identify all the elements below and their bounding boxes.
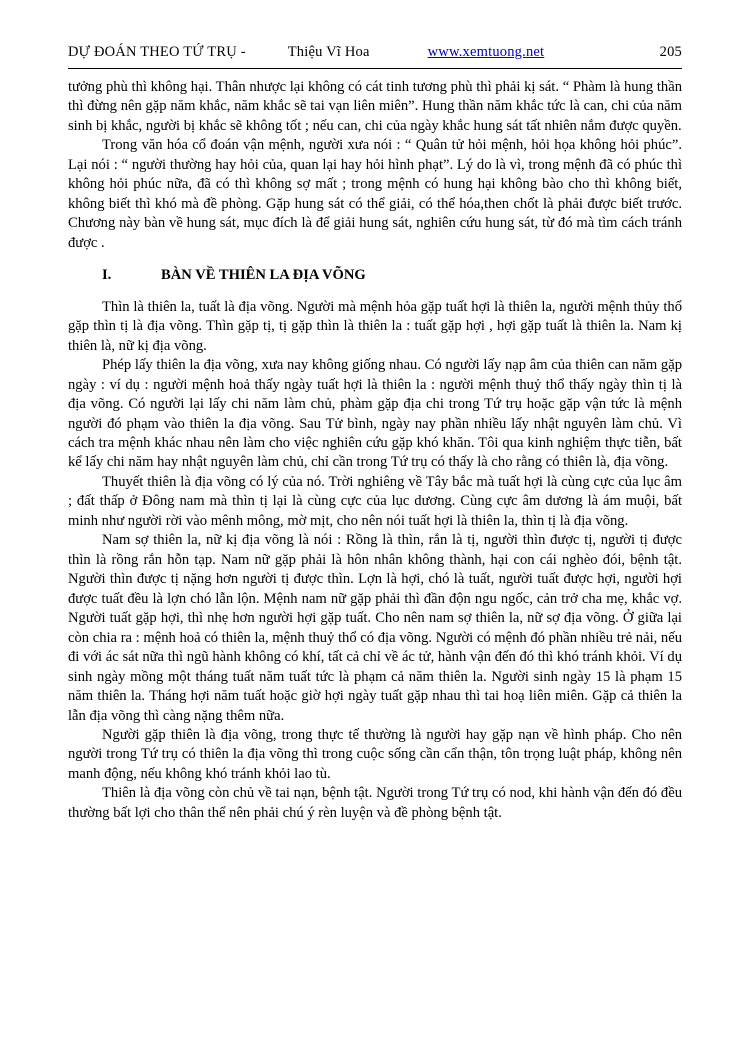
paragraph: Trong văn hóa cổ đoán vận mệnh, người xưa nói : “ Quân tử hỏi mệnh, hỏi họa không hỏi phúc”. Lại nói : “ người thường hay hỏi của, quan lại hay hỏi hình phạt”. Lý do là vì, trong mệnh đã có phúc thì không hỏi phúc nữa, đã có thì không sợ mất ; trong mệnh có hung hại không bào cho thì không biết, không biết thì khó mà đề phòng. Gặp hung sát có thể giải, có thể hóa,then chốt là phải được biết trước. Chương này bàn về hung sát, mục đích là để giải hung sát, nghiên cứu hung sát, từ đó mà tìm cách tránh được . xyxy=(68,137,682,251)
section-heading xyxy=(68,266,682,285)
header-author: Thiệu Vĩ Hoa xyxy=(287,44,370,60)
section-number: I. xyxy=(102,267,112,284)
header-title: DỰ ĐOÁN THEO TỨ TRỤ - xyxy=(68,44,246,60)
page-body xyxy=(68,78,682,823)
paragraph: Thuyết thiên là địa võng có lý của nó. Trời nghiêng về Tây bắc mà tuất hợi là cùng cực của lục âm ; đất thấp ở Đông nam mà thìn tị lại là cùng cực của lục dương. Cùng cực âm dương là ám muội, bất minh như người rời vào mênh mông, mờ mịt, cho nên nói tuất hợi là thiên la, thìn tị là địa võng. xyxy=(68,473,682,529)
paragraph: Nam sợ thiên la, nữ kị địa võng là nói : Rồng là thìn, rắn là tị, người thìn được tị, người tị được thìn là rồng rắn hỗn tạp. Nam nữ gặp phải là hôn nhân không thành, hại con cái nghèo đói, bệnh tật. Người thìn được tị nặng hơn người tị được thìn. Lợn là hợi, chó là tuất, người tuất được hợi, người hợi được tuất đều là lợn chó lẫn lộn. Mệnh nam nữ gặp phải thì đần độn ngu ngốc, cản trở cha mẹ, khắc vợ. Người tuất gặp hợi, thì nhẹ hơn người hợi gặp tuất. Cho nên nam sợ thiên la, nữ sợ địa võng. Ở giữa lại còn chia ra : mệnh hoả có thiên la, mệnh thuỷ thổ có địa võng. Người có mệnh đó phần nhiều trẻ nải, nếu đi với ác sát nữa thì ngũ hành không có khí, tất cả chỉ về ác tử, hành vận đến đó thì khó tránh khỏi. Ví dụ sinh ngày mồng một tháng tuất năm tuất tức là phạm cả năm thiên la. Người sinh ngày 15 là phạm 15 năm thiên la. Tháng hợi năm tuất hoặc giờ hợi ngày tuất gặp nhau thì tai hoạ liên miên. Gặp cả thiên la lẫn địa võng thì càng nặng thêm nữa. xyxy=(68,532,682,724)
section-title: BÀN VỀ THIÊN LA ĐỊA VÕNG xyxy=(161,267,366,284)
header-url-link[interactable]: www.xemtuong.net xyxy=(427,44,545,60)
paragraph: Thiên là địa võng còn chủ về tai nạn, bệnh tật. Người trong Tứ trụ có nod, khi hành vận đến đó đều thường bất lợi cho thân thể nên phải chú ý rèn luyện và đề phòng bệnh tật. xyxy=(68,785,682,821)
paragraph: Thìn là thiên la, tuất là địa võng. Người mà mệnh hỏa gặp tuất hợi là thiên la, người mệnh thủy thổ gặp thìn tị là địa võng. Thìn gặp tị, tị gặp thìn là thiên la : tuất gặp hợi , hợi gặp tuất là thiên la. Nam kị thiên là, nữ kị địa võng. xyxy=(68,298,682,354)
paragraph: Người gặp thiên là địa võng, trong thực tế thường là người hay gặp nạn về hình pháp. Cho nên người trong Tứ trụ có thiên la địa võng thì trong cuộc sống cần cẩn thận, tôn trọng luật pháp, không nên manh động, nếu không khó tránh khỏi lao tù. xyxy=(68,727,682,782)
page-header xyxy=(68,44,682,68)
page-number: 205 xyxy=(659,44,682,60)
paragraph: Phép lấy thiên la địa võng, xưa nay không giống nhau. Có người lấy nạp âm của thiên can năm gặp ngày : ví dụ : người mệnh hoả thấy ngày tuất hợi là thiên la : người mệnh thuỷ thổ thấy ngày thìn tị là địa võng. Có người lại lấy chi năm làm chủ, phàm gặp địa chi trong Tứ trụ hoặc gặp vận tức là mệnh người đó phạm vào thiên la địa võng. Sau Tử bình, ngày nay phần nhiều lấy nhật nguyên làm chủ. Vì cách tra mệnh khác nhau nên làm cho việc nghiên cứu gặp khó khăn. Tôi qua kinh nghiệm thực tiễn, bất kể lấy chi năm hay nhật nguyên làm chủ, chỉ cần trong Tứ trụ có thấy là cho rằng có thiên là, địa võng. xyxy=(68,357,682,471)
paragraph: tưởng phù thì không hại. Thân nhược lại không có cát tinh tương phù thì phải kị sát. “ Phàm là hung thần thì đừng nên gặp năm khắc, năm khắc sẽ tai vạn liên miên”. Hung thần năm khắc tức là can, chi của năm sinh bị khắc, người bị khắc sẽ không tốt ; nếu can, chi của ngày khắc hung sát tất nhiên nắm được quyền. xyxy=(68,79,682,134)
header-divider xyxy=(68,68,682,69)
